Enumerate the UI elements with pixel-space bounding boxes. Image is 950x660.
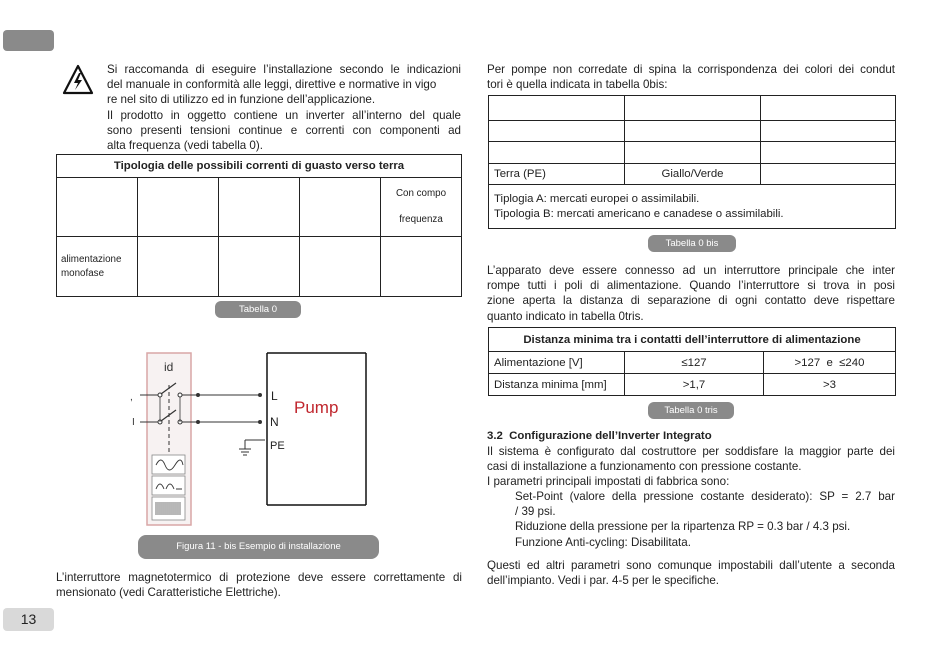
terminal-dot — [258, 420, 262, 424]
page-number: 13 — [3, 608, 54, 631]
table-0-caption: Tabella 0 — [215, 301, 301, 318]
table-0-title: Tipologia delle possibili correnti di guasto verso terra — [57, 155, 462, 178]
id-label: id — [164, 360, 174, 374]
table-0-tris-title: Distanza minima tra i contatti dell’interruttore di alimentazione — [489, 328, 896, 352]
table-0-tris-r1c1: Alimentazione [V] — [489, 352, 625, 374]
installation-diagram — [120, 345, 380, 535]
table-0-tris-r1c3: >127 e ≤240 — [764, 352, 896, 374]
table-0-cell-alimentazione: alimentazione monofase — [57, 237, 138, 297]
terminal-pe-label: PE — [270, 440, 285, 452]
terminal-dot — [258, 393, 262, 397]
breaker-paragraph: L’interruttore magnetotermico di protezione deve essere correttamente di mensionato (vedi Caratteristiche Elettriche). — [56, 571, 462, 600]
factory-parameters-list: Set-Point (valore della pressione costante desiderato): SP = 2.7 bar / 39 psi. Riduzione della pressione per la ripartenza RP = 0.3 bar / 4.3 psi. Funzione Anti-cycling: Disabilitata. — [515, 490, 895, 549]
table-0-tris-r2c3: >3 — [764, 374, 896, 396]
section-heading: 3.2 Configurazione dell’Inverter Integrato — [487, 430, 712, 442]
table-0-tris — [488, 327, 896, 396]
table-0-bis-caption: Tabella 0 bis — [648, 235, 736, 252]
sine-wave-icon — [152, 455, 185, 474]
table-0-bis — [488, 95, 896, 229]
tick-mark: I — [132, 417, 135, 428]
pump-label: Pump — [294, 398, 339, 417]
main-switch-paragraph: L’apparato deve essere connesso ad un interruttore principale che inter rompe tutti i poli di alimentazione. Quando l’interruttore si trova in posi zione aperta la distanza di separazione di ogni contatto deve rispettare quanto indicato in tabella 0tris. — [487, 264, 895, 323]
table-0-bis-color: Giallo/Verde — [625, 164, 761, 185]
table-0-cell-header: Con compo frequenza — [381, 178, 462, 237]
intro-paragraph: Si raccomanda di eseguire l’installazione secondo le indicazioni del manuale in conformità alle leggi, direttive e normative in vigo re nel sito di utilizzo ed in funzione dell’applicazione. Il prodotto in oggetto contiene un inverter all’interno del quale sono presenti tensioni continue e correnti con componenti ad alta frequenza (vedi tabella 0). — [107, 63, 461, 153]
figure-caption: Figura 11 - bis Esempio di installazione — [138, 535, 379, 559]
table-0-tris-caption: Tabella 0 tris — [648, 402, 734, 419]
terminal-dot — [196, 393, 200, 397]
table-0-tris-r2c2: >1,7 — [625, 374, 764, 396]
wire-color-paragraph: Per pompe non corredate di spina la corrispondenza dei colori dei condut tori è quella indicata in tabella 0bis: — [487, 63, 895, 92]
switch-contact — [178, 393, 182, 397]
terminal-l-label: L — [271, 389, 278, 403]
high-voltage-warning-icon — [62, 64, 94, 96]
terminal-n-label: N — [270, 415, 279, 429]
terminal-dot — [196, 420, 200, 424]
table-0-bis-terra: Terra (PE) — [489, 164, 625, 185]
table-0-bis-notes: Tiplogia A: mercati europei o assimilabili. Tipologia B: mercati americano e canadese o assimilabili. — [489, 185, 896, 229]
page-tab-top — [3, 30, 54, 51]
tick-mark: , — [130, 392, 133, 403]
section-paragraph: Il sistema è configurato dal costruttore per soddisfare la maggior parte dei casi di installazione a funzionamento con pressione costante. I parametri principali impostati di fabbrica sono: — [487, 445, 895, 489]
table-0 — [56, 154, 462, 297]
final-paragraph: Questi ed altri parametri sono comunque impostabili dall’utente a seconda dell’impianto. Vedi i par. 4-5 per le specifiche. — [487, 559, 895, 588]
table-0-tris-r2c1: Distanza minima [mm] — [489, 374, 625, 396]
table-0-tris-r1c2: ≤127 — [625, 352, 764, 374]
pulsed-wave-icon — [152, 476, 185, 495]
